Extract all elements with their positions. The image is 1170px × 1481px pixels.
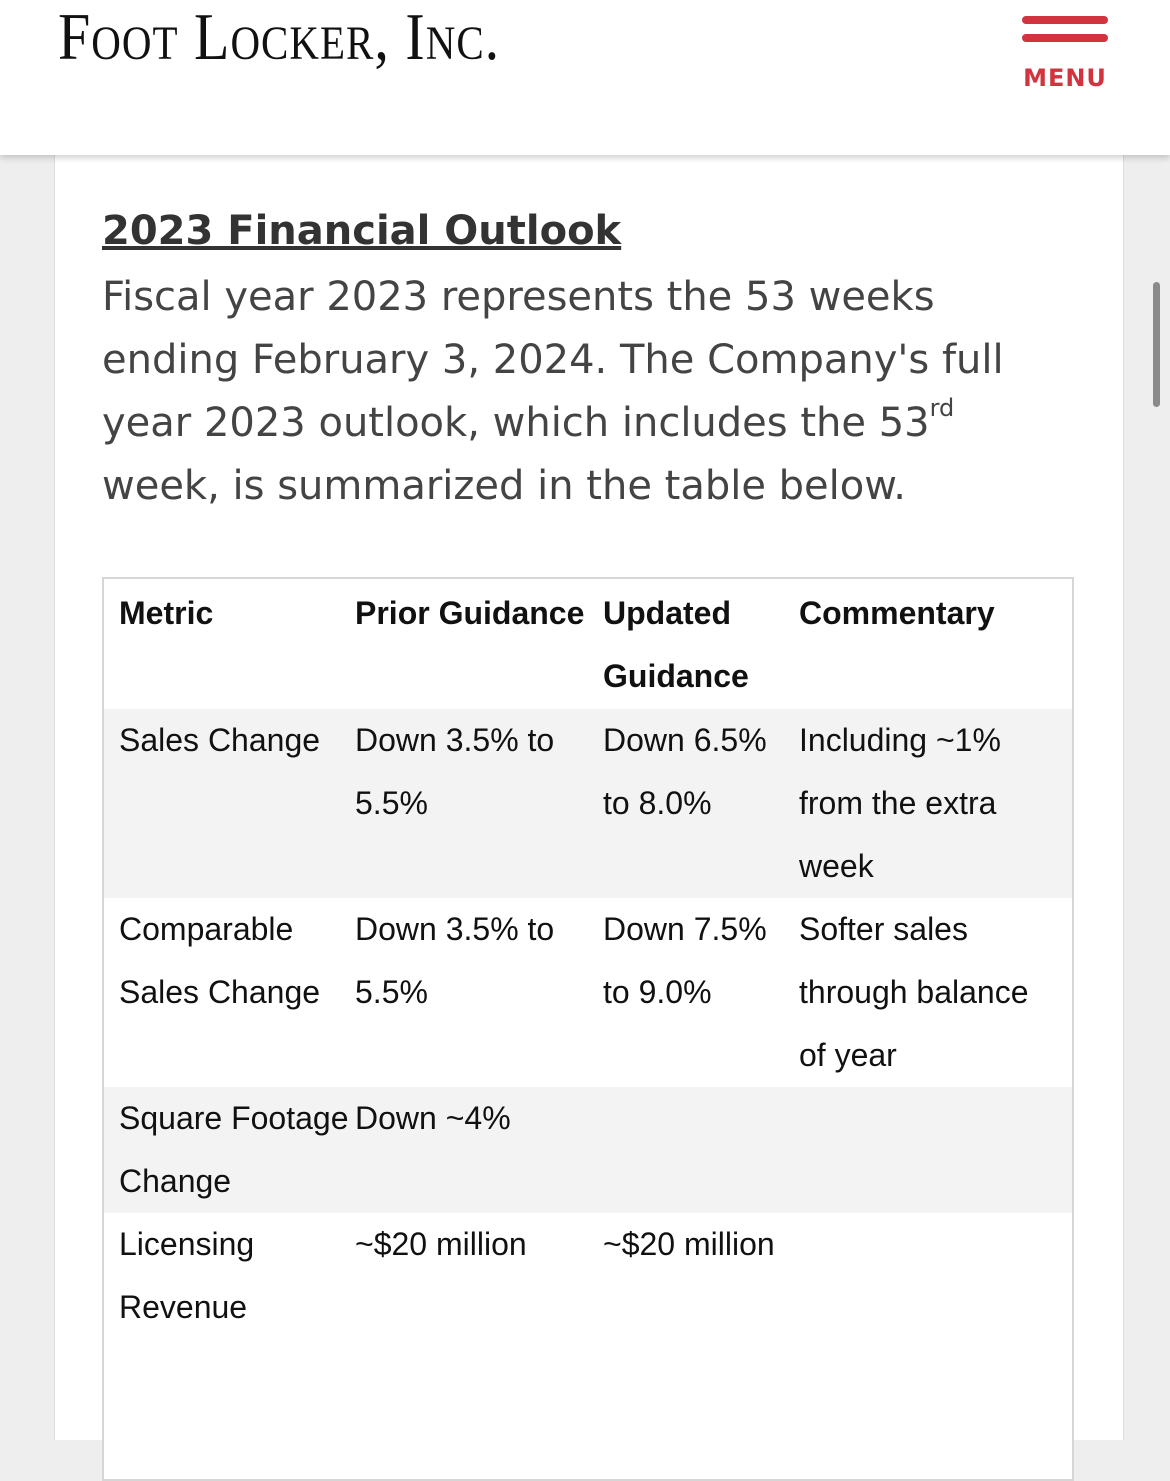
cell-commentary [799,1213,1072,1339]
header-prior-guidance: Prior Guidance [355,595,585,631]
table-row [104,1213,1072,1339]
table-row [104,1087,1072,1213]
header-updated-guidance: Updated Guidance [603,595,749,694]
menu-button[interactable] [1018,16,1112,96]
cell-metric: Licensing Revenue [119,1226,255,1325]
header-metric: Metric [119,595,214,631]
cell-updated: ~$20 million [603,1226,775,1262]
cell-prior: Down ~4% [355,1100,511,1136]
table-row [104,898,1072,1087]
cell-prior: Down 3.5% to 5.5% [355,722,555,821]
cell-metric: Comparable Sales Change [119,911,321,1010]
intro-paragraph [102,266,1062,518]
intro-ordinal-suffix: rd [929,394,955,422]
outlook-table-container [102,577,1074,1481]
cell-updated: Down 6.5% to 8.0% [603,722,767,821]
section-title: 2023 Financial Outlook [102,208,622,254]
cell-metric: Square Footage Change [119,1100,349,1199]
table-row [104,709,1072,898]
cell-prior: ~$20 million [355,1226,527,1262]
outlook-table [104,579,1072,1339]
cell-prior: Down 3.5% to 5.5% [355,911,555,1010]
cell-commentary: Including ~1% from the extra week [799,722,1001,884]
header-commentary: Commentary [799,595,995,631]
hamburger-icon[interactable] [1018,16,1112,42]
intro-text-2: week, is summarized in the table below. [102,463,907,509]
scrollbar-thumb[interactable] [1153,282,1160,407]
cell-commentary: Softer sales through balance of year [799,911,1029,1073]
site-header [0,0,1170,155]
menu-label[interactable]: MENU [1023,64,1107,92]
cell-updated: Down 7.5% to 9.0% [603,911,767,1010]
cell-metric: Sales Change [119,722,321,758]
cell-commentary [799,1087,1072,1213]
company-logo[interactable]: Foot Locker, Inc. [58,0,501,75]
table-header-row [104,579,1072,709]
cell-updated [603,1087,799,1213]
intro-text-1: Fiscal year 2023 represents the 53 weeks ending February 3, 2024. The Company's full year 2023 outlook, which includes the 53 [102,274,1004,446]
